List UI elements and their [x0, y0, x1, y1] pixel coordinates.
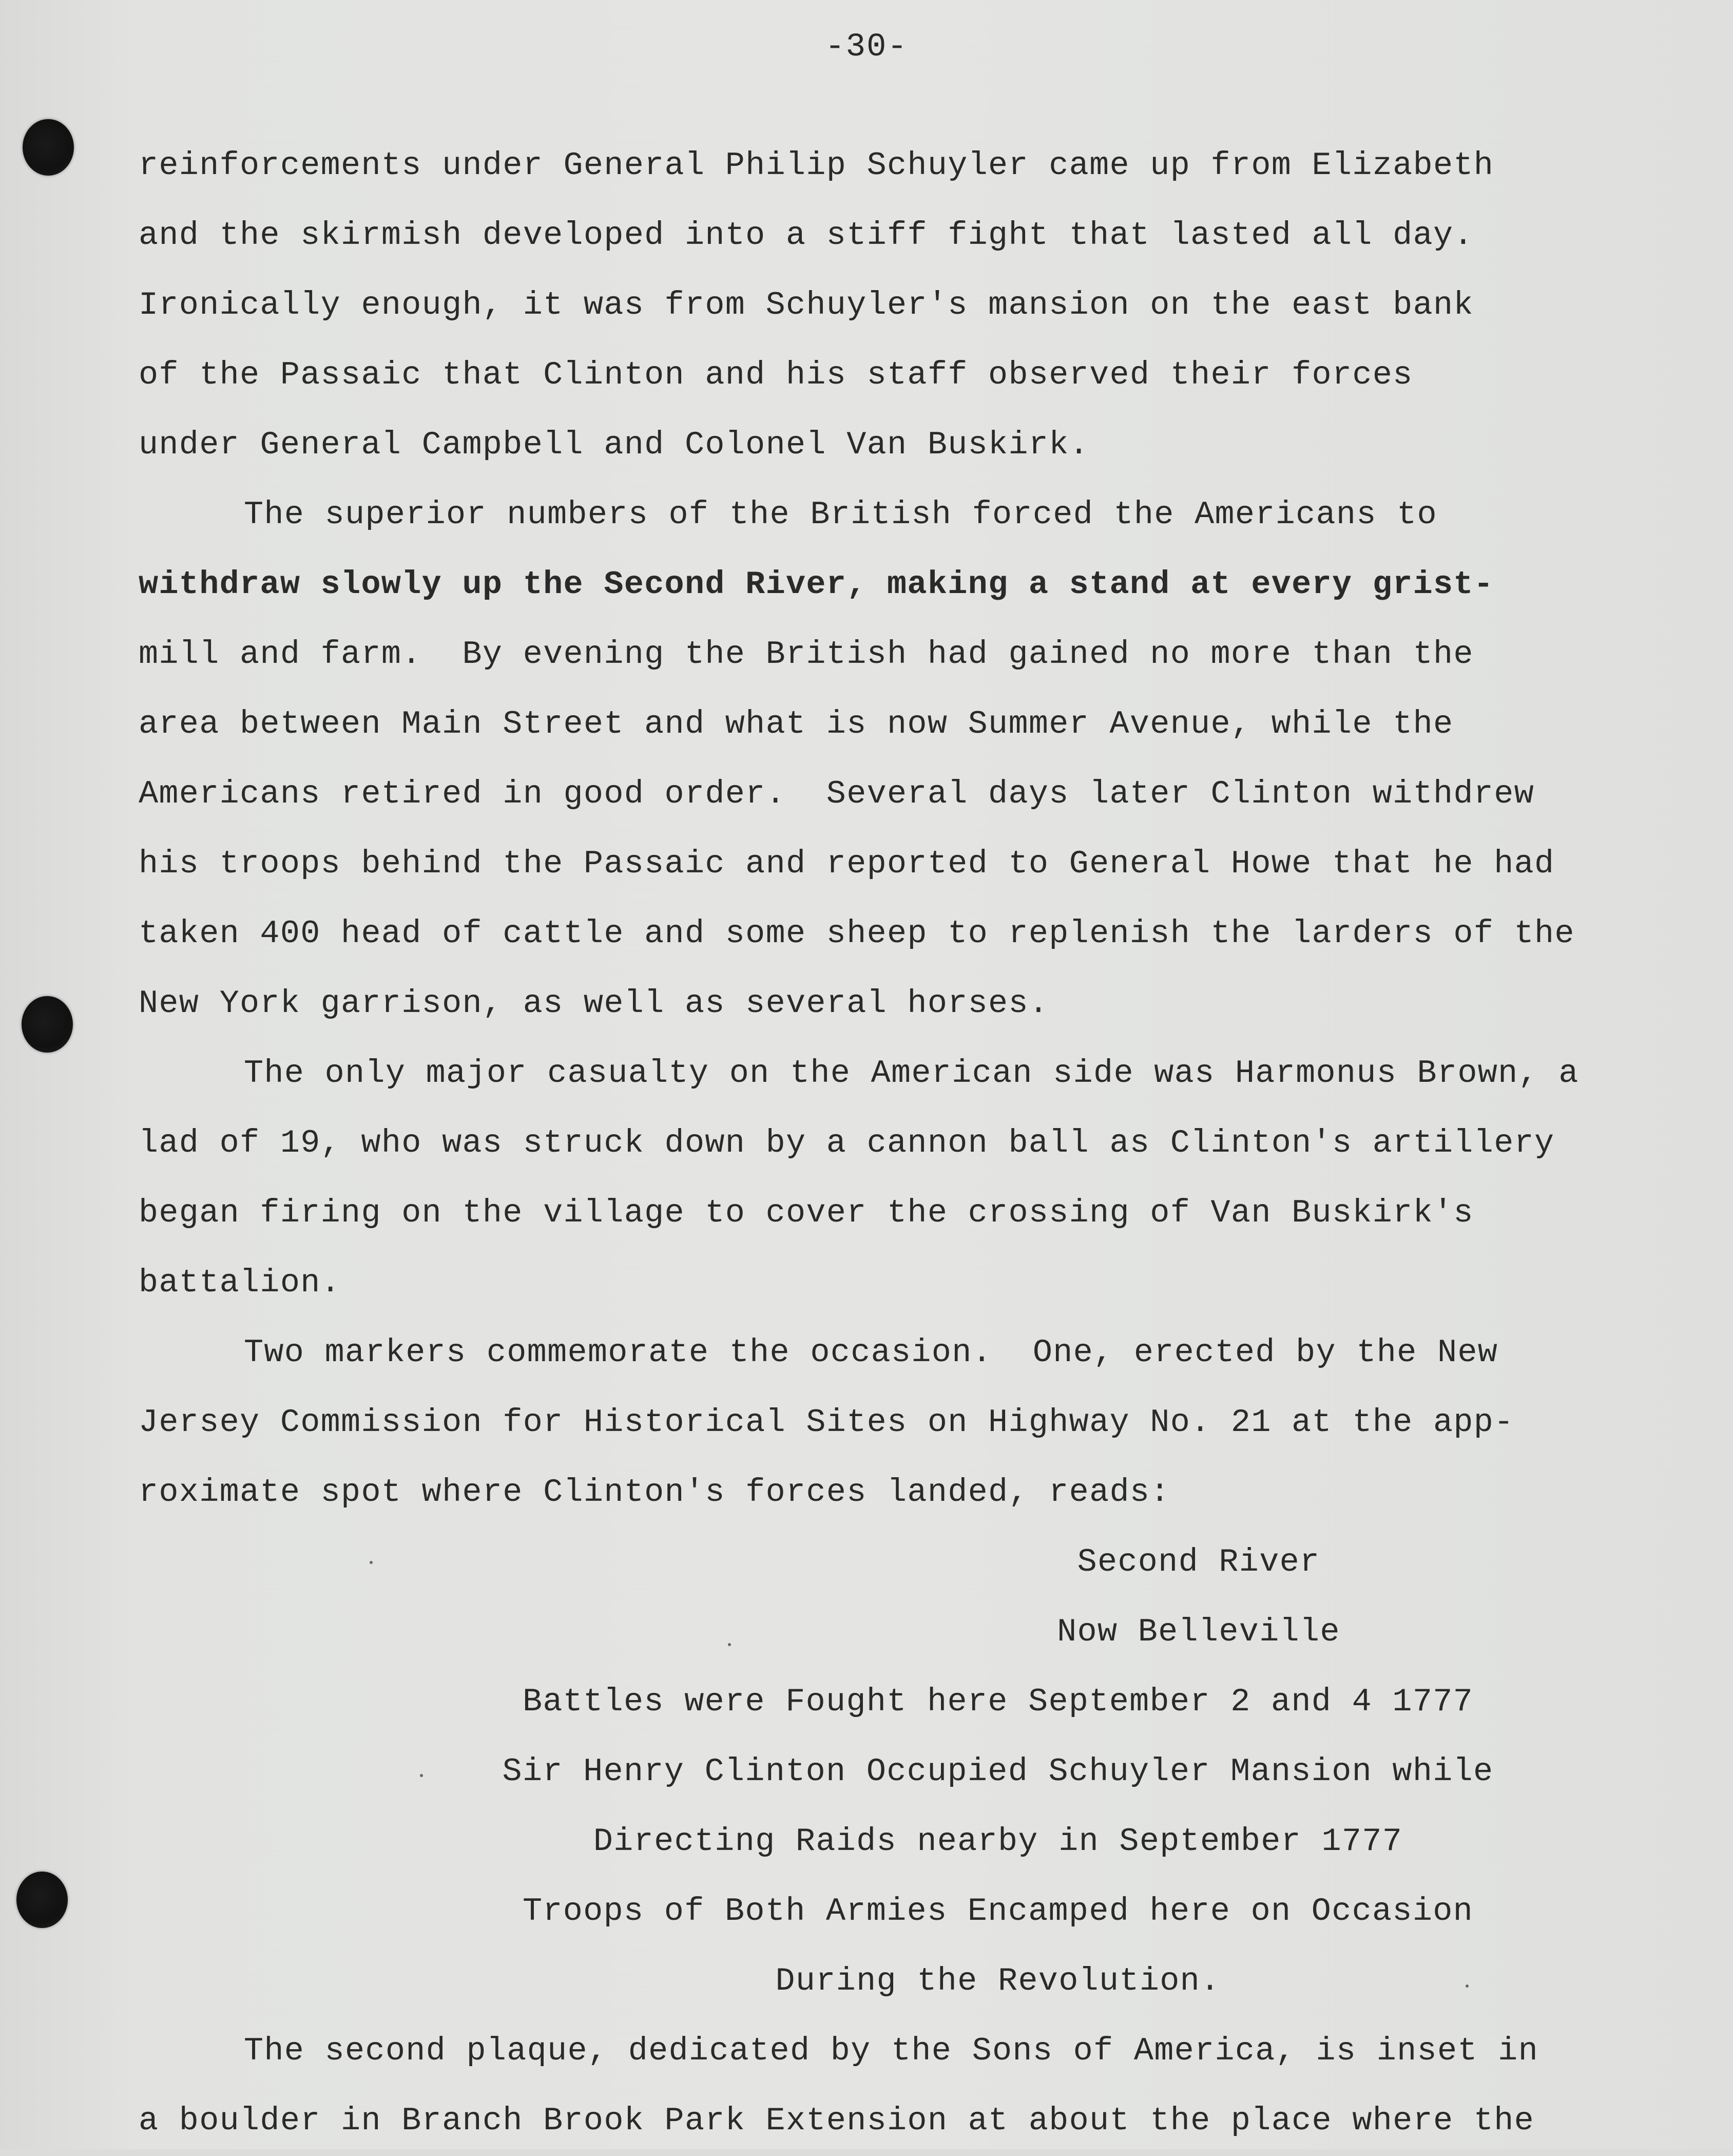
- binder-hole: [16, 1872, 68, 1928]
- text-line: New York garrison, as well as several horses.: [139, 985, 1049, 1022]
- plaque-title-line: Now Belleville: [1057, 1614, 1340, 1651]
- text-line: began firing on the village to cover the crossing of Van Buskirk's: [139, 1195, 1474, 1232]
- page-number: -30-: [825, 29, 908, 66]
- text-line: Ironically enough, it was from Schuyler's mansion on the east bank: [139, 287, 1474, 324]
- paragraph: [139, 480, 1658, 1039]
- text-line: reinforcements under General Philip Schuyler came up from Elizabeth: [139, 147, 1494, 184]
- paper-speck: [420, 1774, 423, 1777]
- paragraph: [139, 1039, 1658, 1318]
- text-line: taken 400 head of cattle and some sheep to replenish the larders of the: [139, 915, 1575, 952]
- text-line: withdraw slowly up the Second River, making a stand at every grist-: [139, 566, 1494, 603]
- text-line: Two markers commemorate the occasion. One, erected by the New: [244, 1334, 1498, 1371]
- text-line: The only major casualty on the American side was Harmonus Brown, a: [244, 1055, 1579, 1092]
- plaque-text-line: Sir Henry Clinton Occupied Schuyler Mansion while: [502, 1753, 1494, 1790]
- document-body: [139, 131, 1658, 2156]
- paper-speck: [1466, 1985, 1469, 1988]
- text-line: roximate spot where Clinton's forces landed, reads:: [139, 1474, 1170, 1511]
- text-line: under General Campbell and Colonel Van Buskirk.: [139, 427, 1090, 464]
- text-line: his troops behind the Passaic and reported to General Howe that he had: [139, 846, 1555, 883]
- plaque-text-line: Directing Raids nearby in September 1777: [593, 1823, 1403, 1860]
- text-line: The superior numbers of the British forced the Americans to: [244, 497, 1437, 533]
- paragraph: [139, 1318, 1658, 1528]
- text-line: Jersey Commission for Historical Sites on Highway No. 21 at the app-: [139, 1404, 1514, 1441]
- plaque-title-line: Second River: [1077, 1544, 1320, 1581]
- text-line: of the Passaic that Clinton and his staff observed their forces: [139, 357, 1413, 394]
- paragraph: [139, 2016, 1658, 2156]
- paragraph: [139, 131, 1658, 480]
- text-line: battalion.: [139, 1265, 341, 1302]
- text-line: a boulder in Branch Brook Park Extension at about the place where the: [139, 2103, 1535, 2140]
- text-line: and the skirmish developed into a stiff fight that lasted all day.: [139, 217, 1474, 254]
- paper-speck: [728, 1643, 731, 1646]
- plaque-inscription: [139, 1528, 1658, 2016]
- text-line: mill and farm. By evening the British had gained no more than the: [139, 636, 1474, 673]
- text-line: lad of 19, who was struck down by a cannon ball as Clinton's artillery: [139, 1125, 1555, 1162]
- text-line: area between Main Street and what is now Summer Avenue, while the: [139, 706, 1454, 743]
- text-line: Americans retired in good order. Several days later Clinton withdrew: [139, 776, 1535, 813]
- plaque-text-line: Troops of Both Armies Encamped here on Occasion: [522, 1893, 1474, 1930]
- plaque-text-line: During the Revolution.: [775, 1963, 1221, 2000]
- plaque-text-line: Battles were Fought here September 2 and 4 1777: [522, 1684, 1474, 1721]
- binder-hole: [23, 119, 74, 176]
- binder-hole: [22, 996, 73, 1053]
- text-line: The second plaque, dedicated by the Sons of America, is inset in: [244, 2033, 1538, 2070]
- paper-speck: [370, 1561, 373, 1564]
